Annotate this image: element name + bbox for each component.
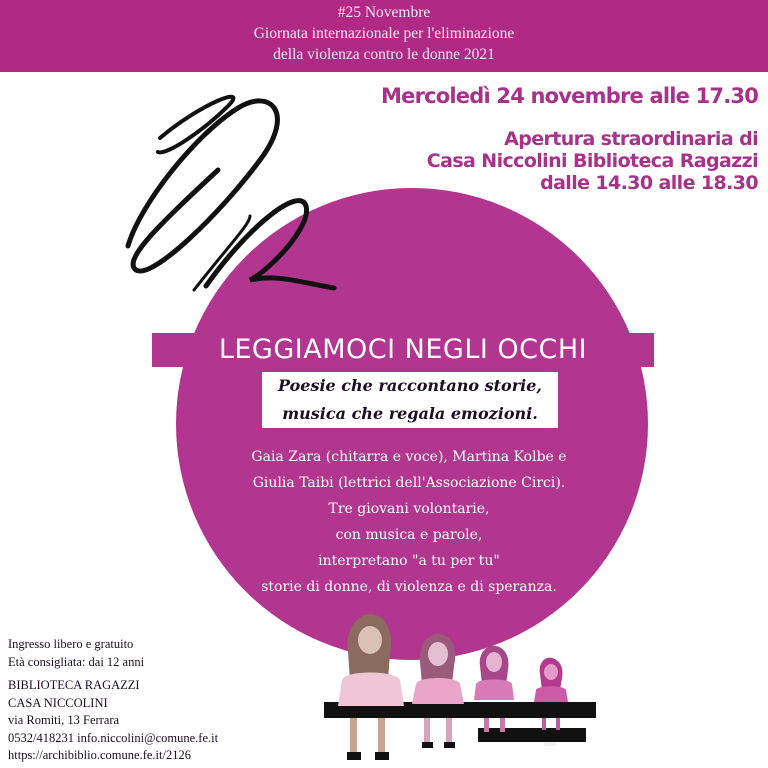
venue-link[interactable]: https://archibiblio.comune.fe.it/2126 (8, 748, 191, 762)
banner-line-day-name: Giornata internazionale per l'eliminazione (253, 25, 515, 42)
event-title: LEGGIAMOCI NEGLI OCCHI (218, 334, 588, 365)
opening-line-3: dalle 14.30 alle 18.30 (540, 172, 758, 194)
description-line-6: storie di donne, di violenza e di speranza. (261, 579, 557, 595)
event-subtitle (240, 372, 580, 428)
age-info: Età consigliata: dai 12 anni (8, 654, 145, 669)
venue-address: via Romiti, 13 Ferrara (8, 713, 120, 727)
girl-figure-3 (474, 646, 514, 732)
description-line-5: interpretano "a tu per tu" (318, 553, 500, 569)
description-line-2: Giulia Taibi (lettrici dell'Associazione Circi). (252, 475, 566, 491)
subtitle-line-2: musica che regala emozioni. (282, 404, 538, 423)
description-line-1: Gaia Zara (chitarra e voce), Martina Kolbe e (251, 449, 567, 465)
opening-line-1: Apertura straordinaria di (504, 128, 758, 150)
girl-figure-1 (338, 614, 404, 760)
banner-line-day-theme: della violenza contro le donne 2021 (273, 46, 495, 63)
girls-on-steps-image (318, 610, 608, 768)
banner-text (0, 2, 768, 65)
entry-info: Ingresso libero e gratuito (8, 637, 134, 651)
event-info (8, 636, 218, 765)
description-line-4: con musica e parole, (335, 527, 483, 543)
venue-contact: 0532/418231 info.niccolini@comune.fe.it (8, 730, 219, 745)
venue-name-line-2: CASA NICCOLINI (8, 695, 108, 710)
girl-figure-2 (412, 634, 464, 748)
opening-line-2: Casa Niccolini Biblioteca Ragazzi (426, 150, 758, 172)
event-description (196, 444, 622, 600)
banner-line-hashtag: #25 Novembre (337, 4, 431, 21)
subtitle-line-1: Poesie che raccontano storie, (278, 376, 542, 395)
event-date: Mercoledì 24 novembre alle 17.30 (381, 84, 758, 108)
special-opening (427, 128, 758, 194)
brush-scribble-image (100, 74, 350, 294)
description-line-3: Tre giovani volontarie, (328, 501, 490, 517)
venue-name-line-1: BIBLIOTECA RAGAZZI (8, 678, 140, 692)
